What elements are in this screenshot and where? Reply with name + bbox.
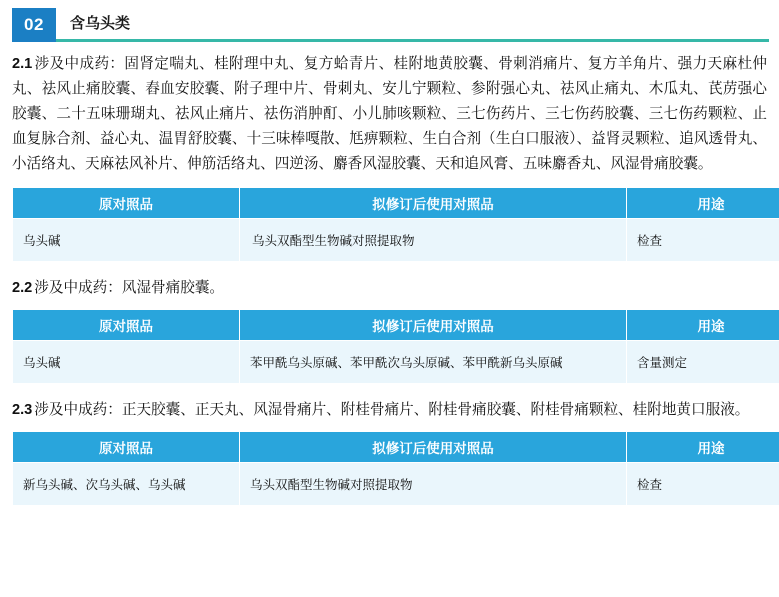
cell-revised-reference: 乌头双酯型生物碱对照提取物 — [240, 463, 627, 506]
paragraph-2-1 — [12, 52, 767, 177]
paragraph-2-3 — [12, 398, 767, 423]
cell-usage: 含量测定 — [627, 341, 779, 384]
paragraph-2-2-text: 涉及中成药：风湿骨痛胶囊。 — [34, 280, 224, 296]
section-title: 含乌头类 — [70, 12, 130, 33]
cell-usage: 检查 — [627, 463, 779, 506]
table-2-3 — [12, 431, 779, 506]
cell-original-reference: 新乌头碱、次乌头碱、乌头碱 — [13, 463, 240, 506]
cell-usage: 检查 — [627, 219, 779, 262]
cell-revised-reference: 乌头双酯型生物碱对照提取物 — [240, 219, 627, 262]
cell-original-reference: 乌头碱 — [13, 219, 240, 262]
section-number-badge: 02 — [12, 8, 56, 42]
table-header-revised-reference: 拟修订后使用对照品 — [240, 432, 627, 463]
table-row — [13, 341, 779, 384]
paragraph-2-3-number: 2.3 — [12, 402, 32, 418]
cell-revised-reference: 苯甲酰乌头原碱、苯甲酰次乌头原碱、苯甲酰新乌头原碱 — [240, 341, 627, 384]
table-header-usage: 用途 — [627, 310, 779, 341]
table-header-row — [13, 432, 779, 463]
table-header-revised-reference: 拟修订后使用对照品 — [240, 310, 627, 341]
table-header-row — [13, 188, 779, 219]
table-header-revised-reference: 拟修订后使用对照品 — [240, 188, 627, 219]
paragraph-2-1-text: 涉及中成药：固肾定喘丸、桂附理中丸、复方蛤青片、桂附地黄胶囊、骨刺消痛片、复方羊角片、强力天麻杜仲丸、祛风止痛胶囊、舂血安胶囊、附子理中片、骨刺丸、安儿宁颗粒、参附强心丸、祛风止痛丸、木瓜丸、芪苈强心胶囊、二十五味珊瑚丸、祛风止痛片、祛伤消肿酊、小儿肺咳颗粒、三七伤药片、三七伤药胶囊、三七伤药颗粒、止血复脉合剂、益心丸、温胃舒胶囊、十三味棒嘎散、尪痹颗粒、生白合剂（生白口服液）、益肾灵颗粒、追风透骨丸、小活络丸、天麻祛风补片、伸筋活络丸、四逆汤、麝香风湿胶囊、天和追风膏、五味麝香丸、风湿骨痛胶囊。 — [12, 56, 767, 172]
table-2-1 — [12, 187, 779, 262]
paragraph-2-2-number: 2.2 — [12, 280, 32, 296]
table-2-2 — [12, 309, 779, 384]
table-header-original-reference: 原对照品 — [13, 188, 240, 219]
paragraph-2-1-number: 2.1 — [12, 56, 32, 72]
section-header — [12, 8, 769, 42]
table-row — [13, 219, 779, 262]
table-header-row — [13, 310, 779, 341]
paragraph-2-3-text: 涉及中成药：正天胶囊、正天丸、风湿骨痛片、附桂骨痛片、附桂骨痛胶囊、附桂骨痛颗粒、桂附地黄口服液。 — [34, 402, 749, 418]
cell-original-reference: 乌头碱 — [13, 341, 240, 384]
table-header-original-reference: 原对照品 — [13, 310, 240, 341]
section-title-bar — [56, 8, 769, 42]
document-page — [0, 8, 779, 597]
table-header-original-reference: 原对照品 — [13, 432, 240, 463]
table-header-usage: 用途 — [627, 188, 779, 219]
table-header-usage: 用途 — [627, 432, 779, 463]
table-row — [13, 463, 779, 506]
paragraph-2-2 — [12, 276, 767, 301]
